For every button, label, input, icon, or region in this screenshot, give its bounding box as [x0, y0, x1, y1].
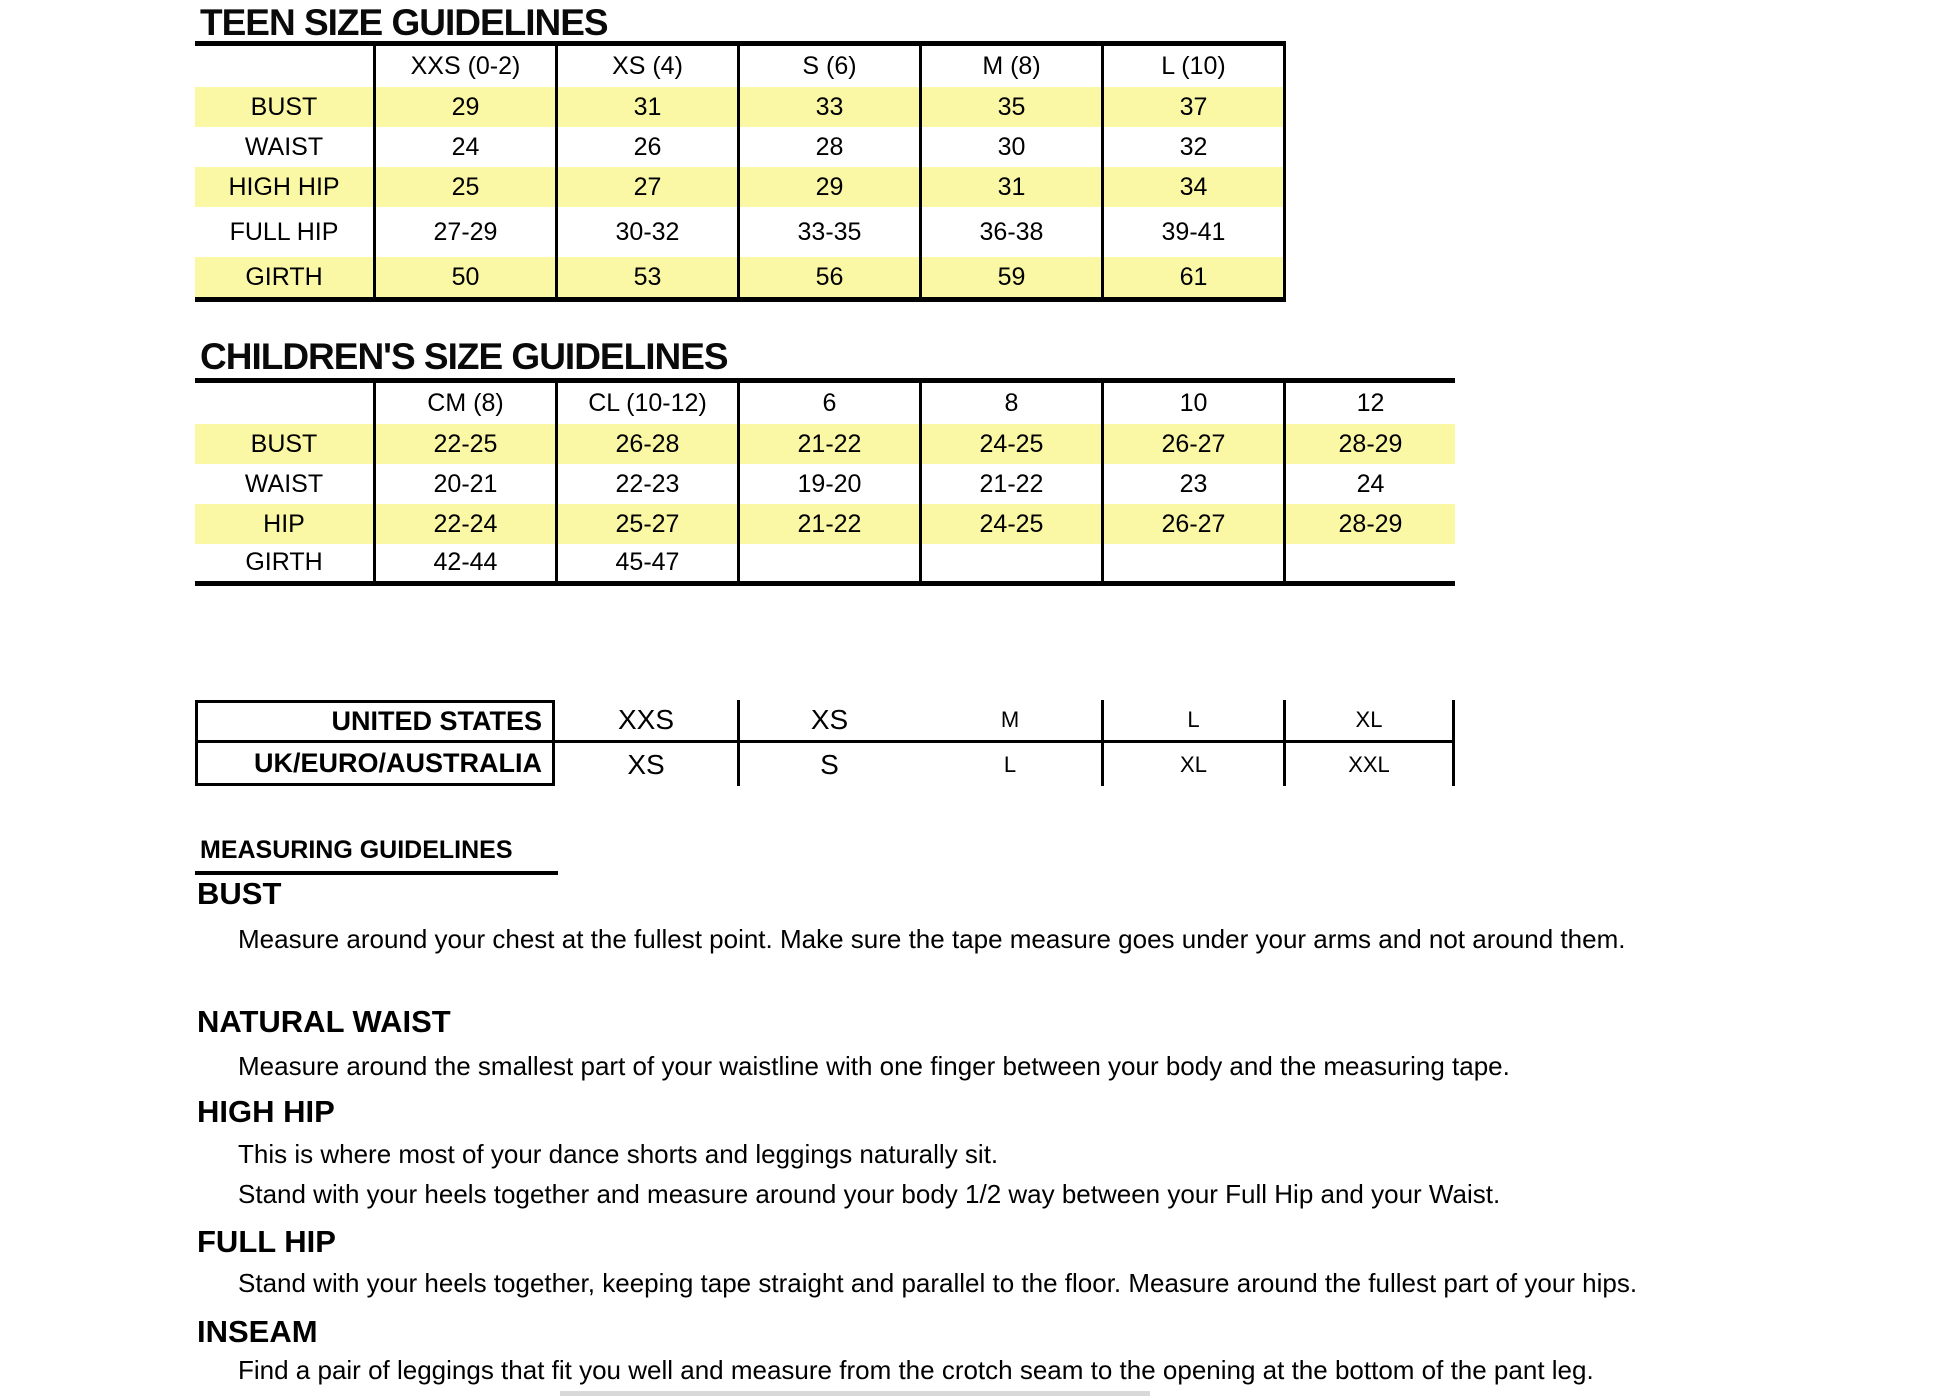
column-header: CL (10-12) [555, 383, 737, 424]
teen-size-table [195, 41, 1286, 302]
table-cell: 22-23 [555, 464, 737, 504]
table-cell: 59 [919, 257, 1101, 297]
table-cell: 24-25 [919, 504, 1101, 544]
table-cell [1101, 544, 1283, 581]
table-cell: 25-27 [555, 504, 737, 544]
section-text: Stand with your heels together and measure around your body 1/2 way between your Full Hip and your Waist. [238, 1179, 1501, 1209]
table-cell: XL [1101, 743, 1283, 786]
table-cell: L [1003, 751, 1017, 777]
table-cell: 30-32 [555, 207, 737, 257]
table-cell: 26 [555, 127, 737, 167]
section-text: Measure around your chest at the fullest point. Make sure the tape measure goes under your arms and not around them. [238, 924, 1626, 954]
table-cell: 32 [1101, 127, 1283, 167]
table-cell: 34 [1101, 167, 1283, 207]
teen-table-title: TEEN SIZE GUIDELINES [200, 2, 608, 43]
table-cell: 35 [919, 87, 1101, 127]
section-title-inseam: INSEAM [197, 1314, 318, 1349]
table-cell: 21-22 [737, 504, 919, 544]
section-title-bust: BUST [197, 876, 282, 911]
table-cell: 28-29 [1283, 424, 1455, 464]
row-label: HIP [195, 504, 373, 544]
row-label: BUST [195, 87, 373, 127]
column-header: XS (4) [555, 46, 737, 87]
cut-off-bottom-strip [560, 1391, 1150, 1396]
table-cell: 26-27 [1101, 504, 1283, 544]
table-cell: 29 [373, 87, 555, 127]
size-conversion-table [195, 700, 1455, 786]
table-cell: 36-38 [919, 207, 1101, 257]
table-cell [1283, 544, 1455, 581]
table-cell: 56 [737, 257, 919, 297]
table-cell: 61 [1101, 257, 1283, 297]
row-label: HIGH HIP [195, 167, 373, 207]
column-header: 10 [1101, 383, 1283, 424]
section-title-high-hip: HIGH HIP [197, 1094, 335, 1129]
column-header: M (8) [919, 46, 1101, 87]
table-cell [919, 544, 1101, 581]
table-cell: 31 [919, 167, 1101, 207]
measuring-guidelines-heading: MEASURING GUIDELINES [200, 836, 513, 864]
table-cell: XXS [555, 700, 737, 743]
section-title-natural-waist: NATURAL WAIST [197, 1004, 451, 1039]
row-label: UNITED STATES [195, 700, 555, 743]
row-label: BUST [195, 424, 373, 464]
column-header: S (6) [737, 46, 919, 87]
table-cell: 26-27 [1101, 424, 1283, 464]
section-text: Stand with your heels together, keeping tape straight and parallel to the floor. Measure around the fullest part of your hips. [238, 1268, 1638, 1298]
table-cell: 39-41 [1101, 207, 1283, 257]
column-header: L (10) [1101, 46, 1283, 87]
table-cell: 31 [555, 87, 737, 127]
table-cell: 21-22 [737, 424, 919, 464]
table-cell: 30 [919, 127, 1101, 167]
column-header: CM (8) [373, 383, 555, 424]
table-cell: 45-47 [555, 544, 737, 581]
row-label: UK/EURO/AUSTRALIA [195, 743, 555, 786]
row-label: WAIST [244, 132, 324, 161]
row-label: WAIST [244, 469, 324, 498]
table-cell: XXL [1283, 743, 1455, 786]
table-cell: 25 [373, 167, 555, 207]
table-cell: 28-29 [1283, 504, 1455, 544]
table-cell: XL [1283, 700, 1455, 743]
column-header: 12 [1283, 383, 1455, 424]
children-table-title: CHILDREN'S SIZE GUIDELINES [200, 336, 728, 377]
table-cell: 37 [1101, 87, 1283, 127]
table-cell: XS [627, 748, 665, 780]
row-label: FULL HIP [229, 217, 339, 246]
table-cell: 22-25 [373, 424, 555, 464]
table-cell: XS [737, 700, 919, 743]
table-cell: 21-22 [919, 464, 1101, 504]
table-cell [737, 544, 919, 581]
table-cell: 33-35 [737, 207, 919, 257]
table-cell: 22-24 [373, 504, 555, 544]
table-cell: 29 [737, 167, 919, 207]
table-cell: 19-20 [737, 464, 919, 504]
column-header: XXS (0-2) [373, 46, 555, 87]
column-header: 8 [919, 383, 1101, 424]
section-title-full-hip: FULL HIP [197, 1224, 336, 1259]
table-cell: L [1101, 700, 1283, 743]
table-cell: 26-28 [555, 424, 737, 464]
section-text: This is where most of your dance shorts and leggings naturally sit. [238, 1139, 999, 1169]
table-cell: 28 [737, 127, 919, 167]
table-corner-cell [195, 46, 373, 87]
table-cell: M [919, 700, 1101, 743]
section-text: Find a pair of leggings that fit you well and measure from the crotch seam to the opening at the bottom of the pant leg. [238, 1355, 1594, 1385]
table-cell: 42-44 [373, 544, 555, 581]
table-cell: 24-25 [919, 424, 1101, 464]
table-cell: 27 [555, 167, 737, 207]
table-cell: 24 [1283, 464, 1455, 504]
table-cell: 53 [555, 257, 737, 297]
table-corner-cell [195, 383, 373, 424]
section-text: Measure around the smallest part of your waistline with one finger between your body and the measuring tape. [238, 1051, 1510, 1081]
children-size-table [195, 378, 1455, 586]
row-label: GIRTH [195, 257, 373, 297]
table-cell: S [737, 743, 919, 786]
table-cell: 50 [373, 257, 555, 297]
table-cell: 33 [737, 87, 919, 127]
column-header: 6 [737, 383, 919, 424]
table-cell: 23 [1101, 464, 1283, 504]
heading-underline [195, 871, 558, 875]
table-cell: 24 [373, 127, 555, 167]
table-cell: 20-21 [373, 464, 555, 504]
row-label: GIRTH [245, 548, 323, 576]
table-cell: 27-29 [373, 207, 555, 257]
